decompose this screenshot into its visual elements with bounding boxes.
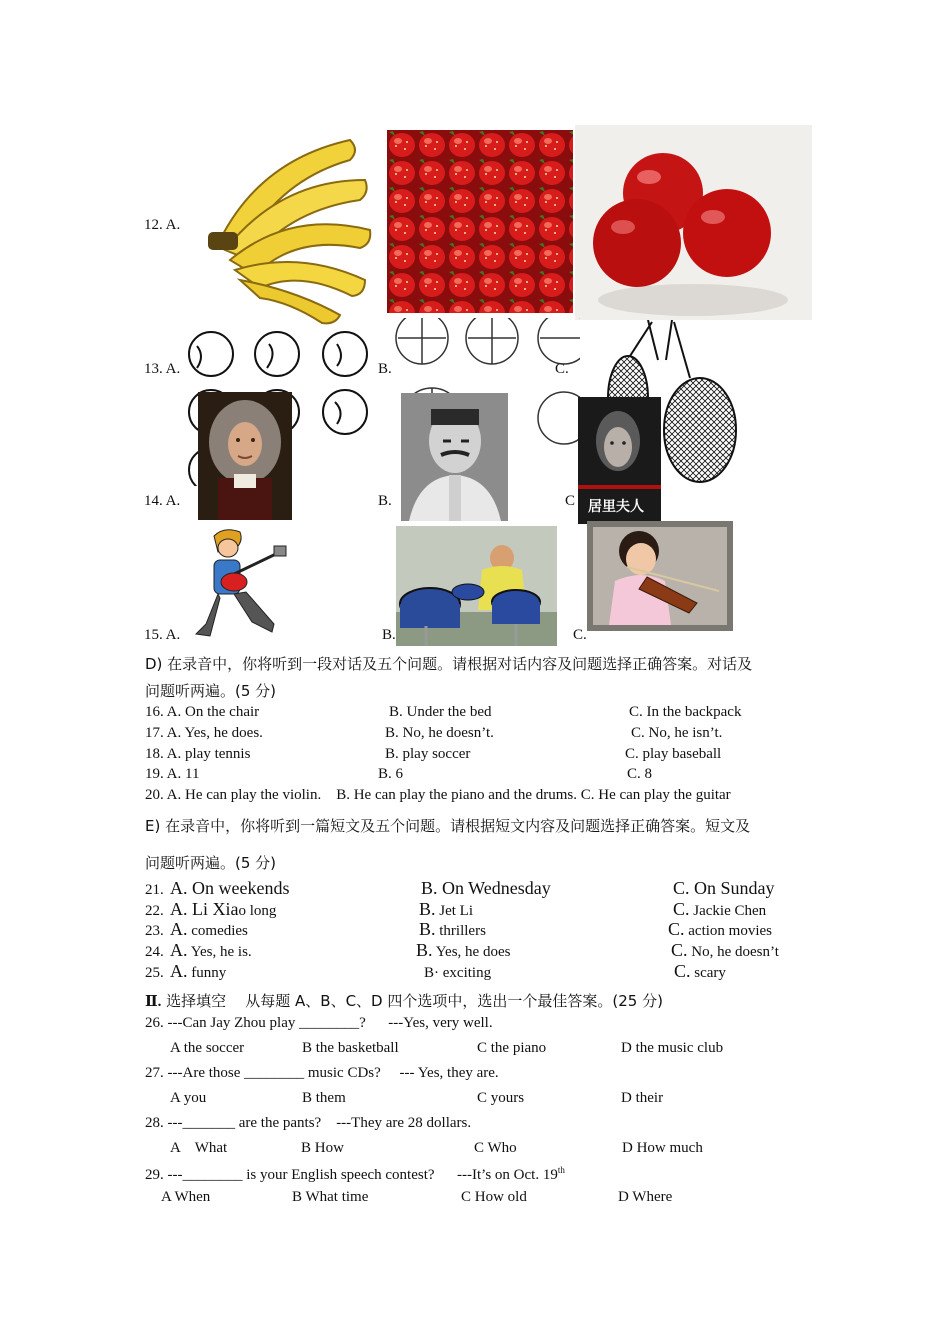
q29-stem-superscript: th <box>557 1165 565 1175</box>
q22-c-text: Jackie Chen <box>689 903 767 919</box>
q24-b-letter: B. <box>416 940 433 960</box>
q29-stem <box>145 1165 565 1184</box>
q17-option-c: C. No, he isn’t. <box>631 725 723 741</box>
q16-option-b: B. Under the bed <box>389 704 492 720</box>
section-e-instructions-line2: 问题听两遍。(5 分) <box>145 854 277 872</box>
q23-option-b <box>419 919 486 940</box>
section-e-instructions-line1: E) 在录音中，你将听到一篇短文及五个问题。请根据短文内容及问题选择正确答案。短文及 <box>145 817 751 835</box>
q15-option-c: C. <box>573 627 587 643</box>
q19-option-a: 19. A. 11 <box>145 766 200 782</box>
q26-option-d: D the music club <box>621 1040 724 1056</box>
q29-option-c: C How old <box>461 1189 527 1205</box>
q15-label: 15. A. <box>144 627 181 643</box>
q19-option-c: C. 8 <box>627 766 653 782</box>
q25-option-b <box>424 965 491 982</box>
q23-b-text: thrillers <box>435 923 486 939</box>
q25-c-letter: C. <box>674 961 691 981</box>
q13-option-c: C. <box>555 361 569 377</box>
q23-option-c <box>668 919 772 940</box>
q26-option-a: A the soccer <box>170 1040 245 1056</box>
q22-c-letter: C. <box>673 899 690 919</box>
q21-option-a: A. On weekends <box>170 878 290 898</box>
q27-option-c: C yours <box>477 1090 525 1106</box>
newton-portrait <box>198 392 292 520</box>
q22-b-text: Jet Li <box>435 903 474 919</box>
violin-girl-photo <box>587 521 733 631</box>
q25-option-a <box>170 961 226 982</box>
q12-label: 12. A. <box>144 217 181 233</box>
q22-option-b <box>419 899 473 920</box>
q16-option-c: C. In the backpack <box>629 704 742 720</box>
q14-label: 14. A. <box>144 493 181 509</box>
q27-stem: 27. ---Are those ________ music CDs? --- Yes, they are. <box>145 1065 499 1081</box>
q25-a-letter: A. <box>170 961 188 981</box>
q24-option-b <box>416 940 510 961</box>
q22-a-part2: o long <box>238 903 277 919</box>
strawberries-image <box>387 130 573 313</box>
q25-b-text: · exciting <box>434 965 492 981</box>
q13-label: 13. A. <box>144 361 181 377</box>
q26-option-b: B the basketball <box>302 1040 399 1056</box>
q24-option-a <box>170 940 252 961</box>
q29-option-a: A When <box>161 1189 211 1205</box>
q22-option-a <box>170 899 276 920</box>
tomatoes-image <box>575 125 812 320</box>
q28-option-d: D How much <box>622 1140 703 1156</box>
q16-option-a: 16. A. On the chair <box>145 704 260 720</box>
q25-number: 25. <box>145 965 164 981</box>
q24-c-letter: C. <box>671 940 688 960</box>
q23-a-letter: A. <box>170 919 188 939</box>
q26-stem: 26. ---Can Jay Zhou play ________? ---Yes, very well. <box>145 1015 493 1031</box>
guitar-player-cartoon <box>190 526 290 642</box>
q24-number: 24. <box>145 944 164 960</box>
q26-option-c: C the piano <box>477 1040 547 1056</box>
q22-option-c <box>673 899 766 920</box>
q27-option-a: A you <box>170 1090 207 1106</box>
q17-option-b: B. No, he doesn’t. <box>385 725 494 741</box>
lu-xun-portrait <box>401 393 508 521</box>
q25-b-letter: B <box>424 965 435 981</box>
section-d-instructions-line2: 问题听两遍。(5 分) <box>145 682 277 700</box>
q23-number: 23. <box>145 923 164 939</box>
q22-a-part1: A. Li Xia <box>170 899 239 919</box>
q21-option-c: C. On Sunday <box>673 878 775 898</box>
q23-c-text: action movies <box>684 923 772 939</box>
q14-option-c: C <box>565 493 576 509</box>
q19-option-b: B. 6 <box>378 766 404 782</box>
q25-option-c <box>674 961 726 982</box>
q25-c-text: scary <box>690 965 726 981</box>
q27-option-b: B them <box>302 1090 346 1106</box>
q23-c-letter: C. <box>668 919 685 939</box>
q23-a-text: comedies <box>187 923 248 939</box>
q24-option-c <box>671 940 779 961</box>
section-ii-heading <box>145 990 663 1011</box>
q17-option-a: 17. A. Yes, he does. <box>145 725 263 741</box>
q22-b-letter: B. <box>419 899 436 919</box>
q28-option-b: B How <box>301 1140 344 1156</box>
q29-option-b: B What time <box>292 1189 369 1205</box>
q24-c-text: No, he doesn’t <box>687 944 779 960</box>
q29-stem-text: 29. ---________ is your English speech contest? ---It’s on Oct. 19 <box>145 1167 558 1183</box>
section-ii-instructions: 选择填空 从每题 A、B、C、D 四个选项中，选出一个最佳答案。(25 分) <box>161 992 663 1010</box>
q18-option-a: 18. A. play tennis <box>145 746 251 762</box>
q24-a-text: Yes, he is. <box>187 944 252 960</box>
marie-curie-book-cover <box>578 397 661 524</box>
q15-option-b: B. <box>382 627 396 643</box>
q27-option-d: D their <box>621 1090 664 1106</box>
q23-option-a <box>170 919 248 940</box>
q14-option-b: B. <box>378 493 392 509</box>
section-ii-number: Ⅱ. <box>145 994 162 1010</box>
q23-b-letter: B. <box>419 919 436 939</box>
book-title: 居里夫人 <box>588 499 644 515</box>
drummer-photo <box>396 526 557 646</box>
q28-option-c: C Who <box>474 1140 517 1156</box>
q25-a-text: funny <box>187 965 227 981</box>
q28-stem: 28. ---_______ are the pants? ---They are 28 dollars. <box>145 1115 472 1131</box>
q24-b-text: Yes, he does <box>432 944 511 960</box>
banana-image <box>200 120 385 325</box>
q18-option-b: B. play soccer <box>385 746 471 762</box>
q29-option-d: D Where <box>618 1189 673 1205</box>
q21-option-b: B. On Wednesday <box>421 878 551 898</box>
q28-option-a: A What <box>170 1140 228 1156</box>
q18-option-c: C. play baseball <box>625 746 722 762</box>
q21-number: 21. <box>145 882 164 898</box>
q13-option-b: B. <box>378 361 392 377</box>
section-d-instructions-line1: D) 在录音中，你将听到一段对话及五个问题。请根据对话内容及问题选择正确答案。对话及 <box>145 655 753 673</box>
q24-a-letter: A. <box>170 940 188 960</box>
q20-options: 20. A. He can play the violin. B. He can play the piano and the drums. C. He can play the guitar <box>145 787 731 803</box>
q22-number: 22. <box>145 903 164 919</box>
